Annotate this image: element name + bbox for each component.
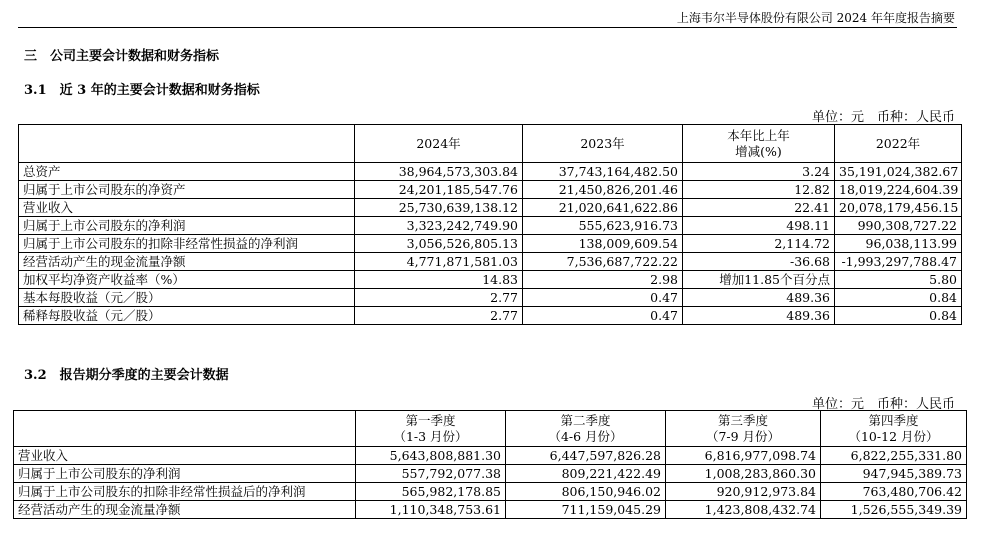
table-row xyxy=(19,163,962,181)
value-cell: 763,480,706.42 xyxy=(821,483,967,501)
table-row xyxy=(19,217,962,235)
quarterly-financial-table xyxy=(13,410,967,519)
value-cell: 37,743,164,482.50 xyxy=(523,163,683,181)
table-row xyxy=(19,199,962,217)
row-label: 营业收入 xyxy=(19,199,355,217)
value-cell: 2.77 xyxy=(355,289,523,307)
table-row xyxy=(19,307,962,325)
section-3-2-title: 3.2 报告期分季度的主要会计数据 xyxy=(24,368,229,383)
table-row xyxy=(14,501,967,519)
unit-label-3-1: 单位：元 币种：人民币 xyxy=(811,110,955,125)
value-cell: 38,964,573,303.84 xyxy=(355,163,523,181)
value-cell: 806,150,946.02 xyxy=(506,483,666,501)
value-cell: 0.84 xyxy=(835,307,962,325)
value-cell: 498.11 xyxy=(683,217,835,235)
value-cell: 24,201,185,547.76 xyxy=(355,181,523,199)
quarter-name: 第一季度 xyxy=(405,412,456,428)
quarter-name: 第三季度 xyxy=(717,412,768,428)
value-cell: 489.36 xyxy=(683,289,835,307)
table-header-row xyxy=(19,125,962,163)
value-cell: 1,526,555,349.39 xyxy=(821,501,967,519)
value-cell: 2.98 xyxy=(523,271,683,289)
value-cell: 0.47 xyxy=(523,307,683,325)
value-cell: 增加11.85个百分点 xyxy=(683,271,835,289)
report-header: 上海韦尔半导体股份有限公司 2024 年年度报告摘要 xyxy=(676,11,955,25)
value-cell: 138,009,609.54 xyxy=(523,235,683,253)
value-cell: 990,308,727.22 xyxy=(835,217,962,235)
value-cell: 557,792,077.38 xyxy=(356,465,506,483)
value-cell: 20,078,179,456.15 xyxy=(835,199,962,217)
value-cell: 4,771,871,581.03 xyxy=(355,253,523,271)
value-cell: 12.82 xyxy=(683,181,835,199)
value-cell: 2.77 xyxy=(355,307,523,325)
quarter-months: （10-12 月份） xyxy=(848,428,939,444)
quarter-name: 第二季度 xyxy=(560,412,611,428)
header-cell-empty xyxy=(14,411,356,447)
value-cell: 21,450,826,201.46 xyxy=(523,181,683,199)
unit-label-3-2: 单位：元 币种：人民币 xyxy=(811,397,955,412)
value-cell: 565,982,178.85 xyxy=(356,483,506,501)
table-row xyxy=(19,181,962,199)
value-cell: 3,056,526,805.13 xyxy=(355,235,523,253)
value-cell: 21,020,641,622.86 xyxy=(523,199,683,217)
value-cell: 3.24 xyxy=(683,163,835,181)
row-label: 经营活动产生的现金流量净额 xyxy=(14,501,356,519)
header-cell-q4 xyxy=(821,411,967,447)
header-divider xyxy=(18,27,957,28)
table-row xyxy=(14,447,967,465)
value-cell: 25,730,639,138.12 xyxy=(355,199,523,217)
value-cell: 2,114.72 xyxy=(683,235,835,253)
header-cell-q1 xyxy=(356,411,506,447)
value-cell: 22.41 xyxy=(683,199,835,217)
value-cell: 35,191,024,382.67 xyxy=(835,163,962,181)
annual-financial-table xyxy=(18,124,962,325)
table-row xyxy=(19,235,962,253)
header-cell-change: 本年比上年 增减(%) xyxy=(683,125,835,163)
quarter-months: （1-3 月份） xyxy=(393,428,468,444)
value-cell: -1,993,297,788.47 xyxy=(835,253,962,271)
value-cell: 5.80 xyxy=(835,271,962,289)
row-label: 加权平均净资产收益率（%） xyxy=(19,271,355,289)
value-cell: 6,447,597,826.28 xyxy=(506,447,666,465)
row-label: 营业收入 xyxy=(14,447,356,465)
value-cell: 947,945,389.73 xyxy=(821,465,967,483)
quarter-name: 第四季度 xyxy=(868,412,919,428)
header-cell-q2 xyxy=(506,411,666,447)
section-3-title: 三 公司主要会计数据和财务指标 xyxy=(24,49,220,64)
value-cell: 7,536,687,722.22 xyxy=(523,253,683,271)
header-cell-2024: 2024年 xyxy=(355,125,523,163)
value-cell: 6,822,255,331.80 xyxy=(821,447,967,465)
table-row xyxy=(14,465,967,483)
value-cell: 1,110,348,753.61 xyxy=(356,501,506,519)
table-header-row xyxy=(14,411,967,447)
value-cell: 6,816,977,098.74 xyxy=(666,447,821,465)
value-cell: 3,323,242,749.90 xyxy=(355,217,523,235)
row-label: 归属于上市公司股东的净利润 xyxy=(19,217,355,235)
value-cell: 711,159,045.29 xyxy=(506,501,666,519)
quarter-months: （7-9 月份） xyxy=(705,428,781,444)
header-cell-empty xyxy=(19,125,355,163)
table-row xyxy=(19,253,962,271)
value-cell: -36.68 xyxy=(683,253,835,271)
value-cell: 920,912,973.84 xyxy=(666,483,821,501)
row-label: 归属于上市公司股东的净利润 xyxy=(14,465,356,483)
table-row xyxy=(19,271,962,289)
value-cell: 1,423,808,432.74 xyxy=(666,501,821,519)
value-cell: 5,643,808,881.30 xyxy=(356,447,506,465)
row-label: 归属于上市公司股东的扣除非经常性损益的净利润 xyxy=(19,235,355,253)
table-row xyxy=(14,483,967,501)
value-cell: 489.36 xyxy=(683,307,835,325)
value-cell: 18,019,224,604.39 xyxy=(835,181,962,199)
value-cell: 14.83 xyxy=(355,271,523,289)
header-cell-2022: 2022年 xyxy=(835,125,962,163)
table-row xyxy=(19,289,962,307)
quarter-months: （4-6 月份） xyxy=(548,428,623,444)
row-label: 经营活动产生的现金流量净额 xyxy=(19,253,355,271)
section-3-1-title: 3.1 近 3 年的主要会计数据和财务指标 xyxy=(24,83,260,98)
value-cell: 0.47 xyxy=(523,289,683,307)
value-cell: 0.84 xyxy=(835,289,962,307)
row-label: 稀释每股收益（元／股） xyxy=(19,307,355,325)
row-label: 总资产 xyxy=(19,163,355,181)
value-cell: 96,038,113.99 xyxy=(835,235,962,253)
header-cell-q3 xyxy=(666,411,821,447)
row-label: 归属于上市公司股东的净资产 xyxy=(19,181,355,199)
value-cell: 809,221,422.49 xyxy=(506,465,666,483)
value-cell: 1,008,283,860.30 xyxy=(666,465,821,483)
value-cell: 555,623,916.73 xyxy=(523,217,683,235)
row-label: 归属于上市公司股东的扣除非经常性损益后的净利润 xyxy=(14,483,356,501)
row-label: 基本每股收益（元／股） xyxy=(19,289,355,307)
header-cell-2023: 2023年 xyxy=(523,125,683,163)
